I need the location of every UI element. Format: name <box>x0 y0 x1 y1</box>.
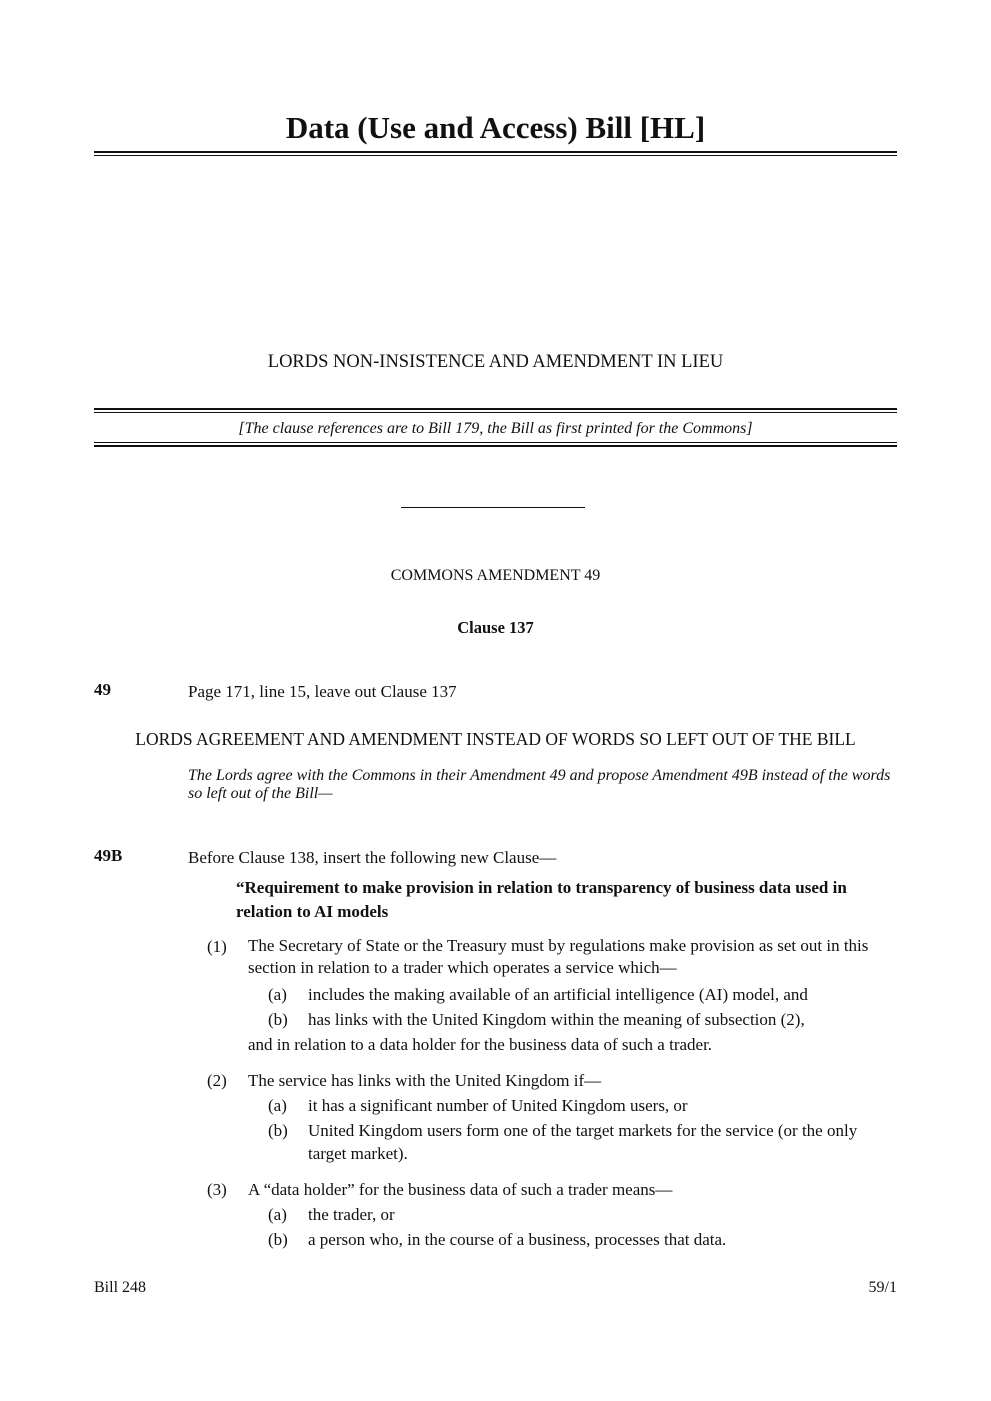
lords-agreement-heading: LORDS AGREEMENT AND AMENDMENT INSTEAD OF WORDS SO LEFT OUT OF THE BILL <box>135 729 856 749</box>
motion-text: The Lords agree with the Commons in their Amendment 49 and propose Amendment 49B instead of the words so left out of the Bill— <box>188 767 891 802</box>
new-clause-title: “Requirement to make provision in relation to transparency of business data used in relation to AI models <box>236 878 847 921</box>
subsection-closing-text: and in relation to a data holder for the business data of such a trader. <box>248 1035 713 1054</box>
subsection-number: (2) <box>207 1071 227 1090</box>
paragraph-letter: (a) <box>268 985 287 1004</box>
paragraph-letter: (b) <box>268 1010 288 1029</box>
title-rule-top <box>94 151 897 153</box>
stage-heading: LORDS NON-INSISTENCE AND AMENDMENT IN LIEU <box>267 352 724 372</box>
paragraph-letter: (b) <box>268 1121 288 1140</box>
subsection-text: The Secretary of State or the Treasury must by regulations make provision as set out in this section in relation to a trader which operates a service which— <box>248 936 869 977</box>
amendment-49-number: 49 <box>94 680 111 699</box>
amendment-49b-intro: Before Clause 138, insert the following new Clause— <box>188 848 557 867</box>
paragraph-text: the trader, or <box>308 1205 395 1224</box>
footer-page-ref: 59/1 <box>868 1279 897 1296</box>
ref-rule-top-1 <box>94 408 897 410</box>
subsection-number: (1) <box>207 937 227 956</box>
paragraph-letter: (a) <box>268 1205 287 1224</box>
bill-title: Data (Use and Access) Bill [HL] <box>285 110 706 145</box>
subsection-number: (3) <box>207 1180 227 1199</box>
paragraph-letter: (b) <box>268 1230 288 1249</box>
subsection-text: The service has links with the United Kingdom if— <box>248 1071 602 1090</box>
clause-reference-note: [The clause references are to Bill 179, the Bill as first printed for the Commons] <box>238 420 753 437</box>
clause-heading: Clause 137 <box>457 618 534 637</box>
ref-rule-bottom-2 <box>94 445 897 447</box>
amendment-49b-number: 49B <box>94 846 123 865</box>
title-rule-bottom <box>94 155 897 156</box>
commons-amendment-heading: COMMONS AMENDMENT 49 <box>390 567 601 584</box>
paragraph-text: it has a significant number of United Kingdom users, or <box>308 1096 688 1115</box>
ref-rule-top-2 <box>94 412 897 413</box>
paragraph-text: has links with the United Kingdom within the meaning of subsection (2), <box>308 1010 805 1029</box>
paragraph-letter: (a) <box>268 1096 287 1115</box>
paragraph-text: includes the making available of an artificial intelligence (AI) model, and <box>308 985 808 1004</box>
paragraph-text: a person who, in the course of a business, processes that data. <box>308 1230 727 1249</box>
ref-rule-bottom-1 <box>94 442 897 443</box>
paragraph-text: United Kingdom users form one of the target markets for the service (or the only target market). <box>308 1121 858 1163</box>
footer-bill-number: Bill 248 <box>94 1279 147 1296</box>
amendment-49-text: Page 171, line 15, leave out Clause 137 <box>188 682 457 701</box>
section-divider <box>401 507 585 508</box>
subsection-text: A “data holder” for the business data of such a trader means— <box>248 1180 673 1199</box>
